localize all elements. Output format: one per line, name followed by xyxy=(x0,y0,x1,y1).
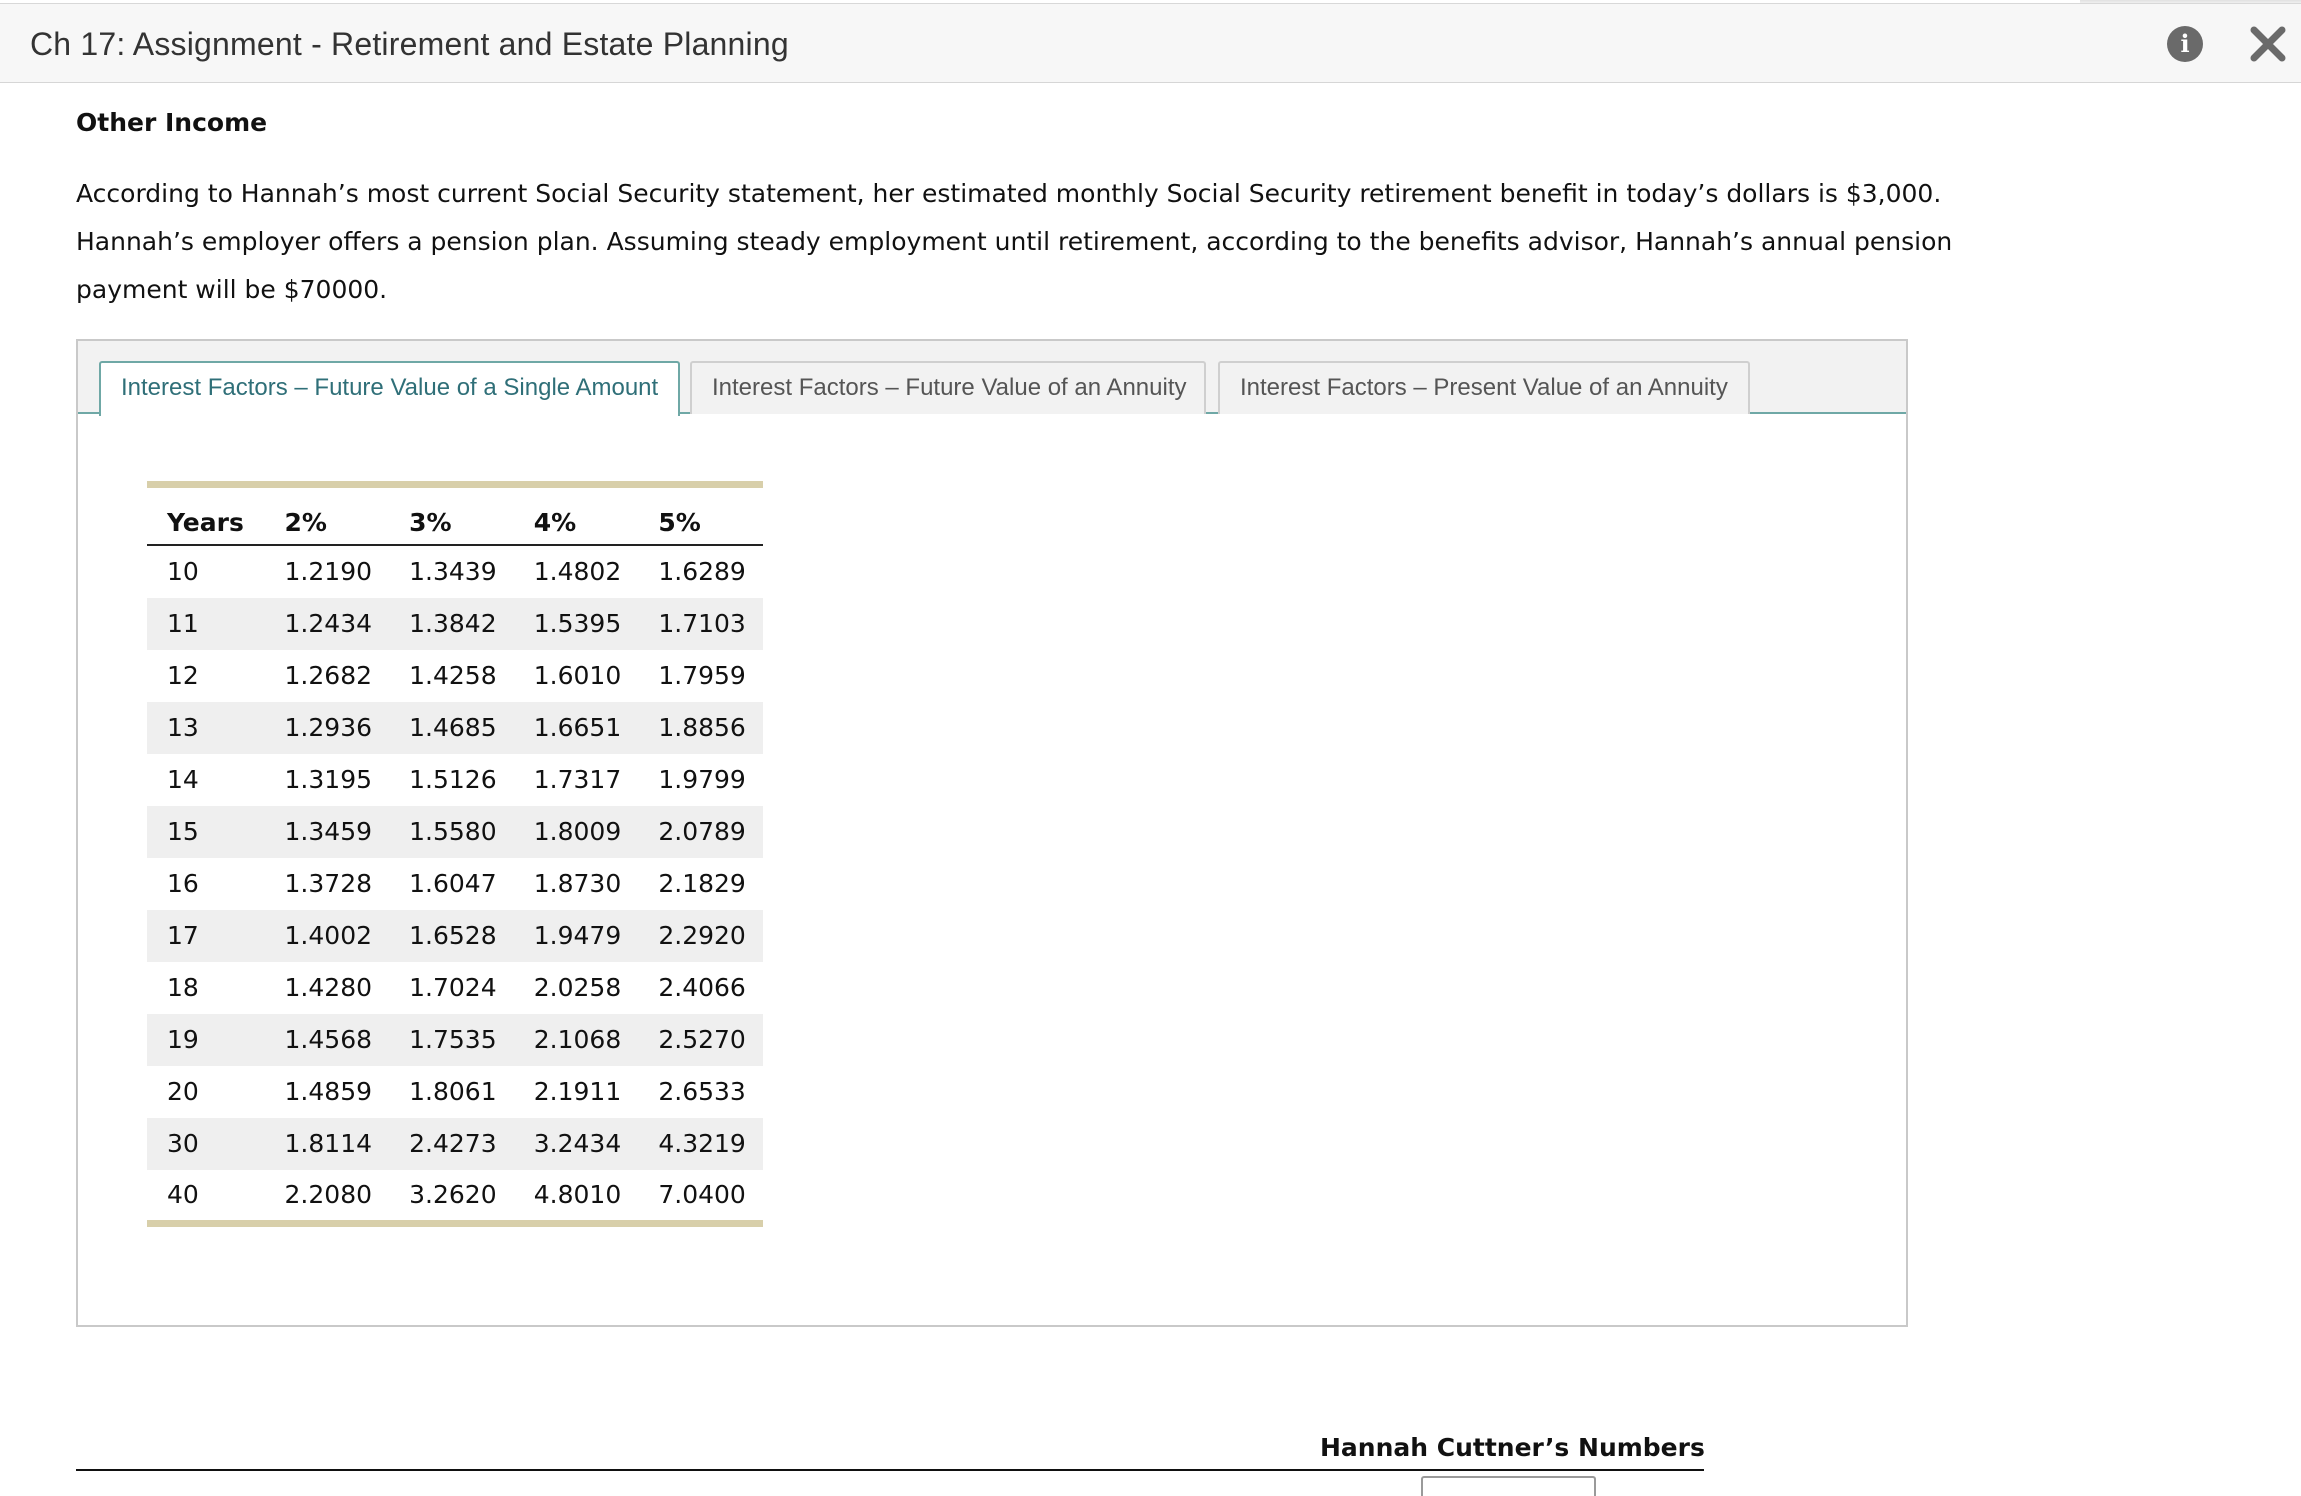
tab-fv-single-amount[interactable]: Interest Factors – Future Value of a Single Amount xyxy=(99,361,680,416)
table-row xyxy=(147,858,763,910)
factor-cell: 1.2190 xyxy=(284,557,373,586)
input-box[interactable] xyxy=(1421,1476,1596,1496)
factor-cell: 2.2920 xyxy=(638,910,763,962)
factor-cell: 1.4685 xyxy=(389,702,514,754)
years-cell: 30 xyxy=(147,1118,265,1170)
table-row xyxy=(147,702,763,754)
dialog-titlebar xyxy=(0,3,2301,83)
column-header: 3% xyxy=(389,485,514,545)
column-header: 5% xyxy=(638,485,763,545)
table-row xyxy=(147,1170,763,1224)
table-header-row xyxy=(147,485,763,545)
factor-cell: 1.5395 xyxy=(514,598,639,650)
factor-cell: 1.8856 xyxy=(638,702,763,754)
factor-cell: 3.2434 xyxy=(514,1118,639,1170)
years-cell: 16 xyxy=(167,869,199,898)
years-cell: 10 xyxy=(167,557,199,586)
factor-cell: 1.8061 xyxy=(409,1077,497,1106)
factor-cell: 1.3728 xyxy=(284,869,373,898)
factor-cell: 1.4568 xyxy=(265,1014,390,1066)
factor-cell: 2.2080 xyxy=(284,1180,373,1209)
divider xyxy=(76,1469,1704,1471)
factor-cell: 2.0258 xyxy=(533,973,622,1002)
factor-cell: 1.7024 xyxy=(409,973,497,1002)
years-cell: 40 xyxy=(167,1180,199,1209)
factor-cell: 1.3459 xyxy=(265,806,390,858)
factor-cell: 2.5270 xyxy=(638,1014,763,1066)
table-row xyxy=(147,1118,763,1170)
years-cell: 17 xyxy=(147,910,265,962)
table-row xyxy=(147,1014,763,1066)
tab-pv-annuity[interactable]: Interest Factors – Present Value of an Annuity xyxy=(1218,361,1750,414)
factor-cell: 1.2434 xyxy=(265,598,390,650)
table-row xyxy=(147,1066,763,1118)
factor-cell: 1.3195 xyxy=(284,765,373,794)
factor-cell: 1.5126 xyxy=(409,765,497,794)
factor-cell: 2.4273 xyxy=(389,1118,514,1170)
factor-cell: 2.1829 xyxy=(658,869,746,898)
factor-cell: 1.9479 xyxy=(514,910,639,962)
factor-cell: 1.8009 xyxy=(514,806,639,858)
years-cell: 12 xyxy=(167,661,199,690)
dialog-title: Ch 17: Assignment - Retirement and Estate Planning xyxy=(30,26,789,62)
years-cell: 19 xyxy=(147,1014,265,1066)
factor-cell: 1.5580 xyxy=(389,806,514,858)
factor-cell: 1.6289 xyxy=(658,557,746,586)
factor-cell: 1.4280 xyxy=(284,973,373,1002)
factor-cell: 1.4802 xyxy=(533,557,622,586)
factor-cell: 1.6047 xyxy=(409,869,497,898)
column-header: Years xyxy=(147,485,265,545)
tab-strip xyxy=(78,341,1906,414)
factor-cell: 4.3219 xyxy=(638,1118,763,1170)
section-heading: Other Income xyxy=(76,108,268,137)
factor-cell: 1.2936 xyxy=(265,702,390,754)
factor-cell: 1.3842 xyxy=(389,598,514,650)
factor-cell: 1.9799 xyxy=(658,765,746,794)
table-body xyxy=(147,545,763,1224)
factor-cell: 1.6010 xyxy=(533,661,622,690)
factor-cell: 1.7103 xyxy=(638,598,763,650)
factor-cell: 2.1911 xyxy=(533,1077,622,1106)
interest-factors-panel xyxy=(76,339,1908,1327)
factor-cell: 1.7317 xyxy=(533,765,622,794)
years-cell: 11 xyxy=(147,598,265,650)
factor-cell: 4.8010 xyxy=(533,1180,622,1209)
table-row xyxy=(147,545,763,598)
years-cell: 13 xyxy=(147,702,265,754)
factor-cell: 7.0400 xyxy=(658,1180,746,1209)
close-icon[interactable] xyxy=(2248,24,2288,64)
factor-cell: 1.2682 xyxy=(284,661,373,690)
numbers-heading: Hannah Cuttner’s Numbers xyxy=(1320,1433,1705,1462)
intro-paragraph: According to Hannah’s most current Social Security statement, her estimated monthly Social Security retirement benefit in today’s dollars is $3,000. Hannah’s employer offers a pension plan. Assuming steady employment until retirement, according to the benefits advisor, Hannah’s annual pension payment will be $70000. xyxy=(76,179,1953,304)
years-cell: 20 xyxy=(167,1077,199,1106)
factor-cell: 1.6651 xyxy=(514,702,639,754)
table-row xyxy=(147,598,763,650)
factor-cell: 1.3439 xyxy=(409,557,497,586)
factor-cell: 1.4859 xyxy=(284,1077,373,1106)
column-header: 4% xyxy=(514,485,639,545)
table-row xyxy=(147,910,763,962)
factor-cell: 2.4066 xyxy=(658,973,746,1002)
interest-factor-table xyxy=(147,481,763,1227)
factor-cell: 1.7959 xyxy=(658,661,746,690)
column-header: 2% xyxy=(265,485,390,545)
factor-cell: 1.4002 xyxy=(265,910,390,962)
table-row xyxy=(147,650,763,702)
table-row xyxy=(147,962,763,1014)
factor-cell: 1.4258 xyxy=(409,661,497,690)
factor-cell: 2.1068 xyxy=(514,1014,639,1066)
info-icon[interactable]: i xyxy=(2167,26,2203,62)
factor-cell: 1.6528 xyxy=(389,910,514,962)
factor-cell: 1.8730 xyxy=(533,869,622,898)
table-row xyxy=(147,754,763,806)
years-cell: 14 xyxy=(167,765,199,794)
table-row xyxy=(147,806,763,858)
factor-cell: 2.0789 xyxy=(638,806,763,858)
years-cell: 15 xyxy=(147,806,265,858)
years-cell: 18 xyxy=(167,973,199,1002)
factor-cell: 1.7535 xyxy=(389,1014,514,1066)
factor-cell: 1.8114 xyxy=(265,1118,390,1170)
tab-fv-annuity[interactable]: Interest Factors – Future Value of an Annuity xyxy=(690,361,1206,414)
factor-cell: 2.6533 xyxy=(658,1077,746,1106)
factor-cell: 3.2620 xyxy=(409,1180,497,1209)
